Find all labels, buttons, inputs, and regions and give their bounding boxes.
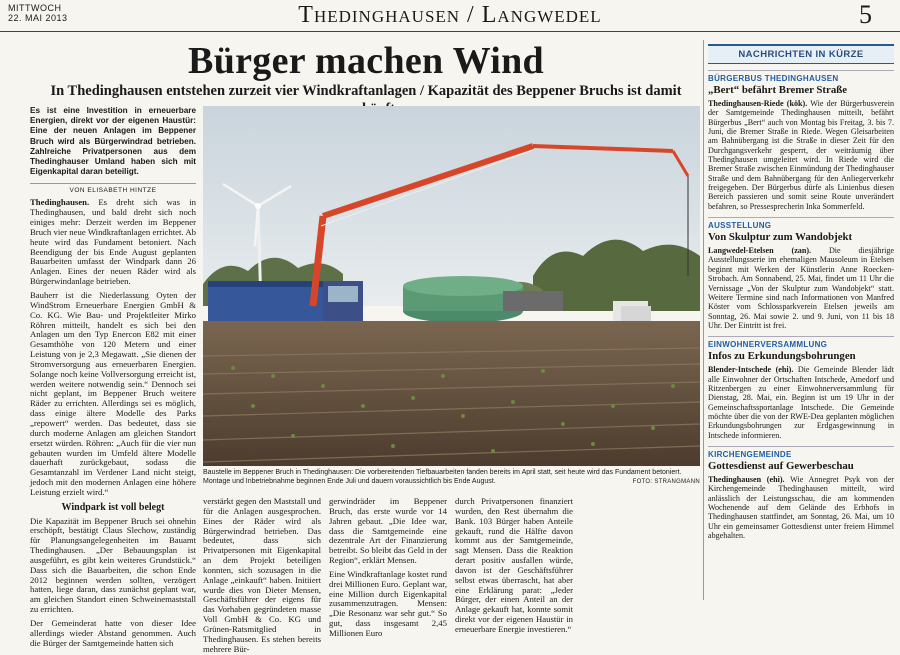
brief-tag: AUSSTELLUNG xyxy=(708,217,894,230)
text-column xyxy=(203,497,321,655)
text-column xyxy=(329,497,447,655)
subheadline: In Thedinghausen entstehen zurzeit vier Windkraftanlagen / Kapazität des Beppener Bruchs ist damit xyxy=(50,83,682,99)
brief-title: „Bert“ befährt Bremer Straße xyxy=(708,84,848,96)
paragraph: verstärkt gegen den Maststall und für die Anlagen ausgesprochen. Eines der Räder wird als Bürgerwindrad betrieben. Das bedeutet, dass sich Privatpersonen mit Eigenkapital an dem Projekt beteiligen konnten, sich sozusagen in die Anlage „einkauft“ haben. Initiiert wurde dies von Dieter Mensen, Geschäftsführer der eigens für das Vorhaben gegründeten masse Voll GmbH & Co. KG und Grünen-Ratsmitglied in Thedinghausen. Es stehen bereits mehrere Bür- xyxy=(203,496,321,654)
paragraph: Die Kapazität im Beppener Bruch sei ohnehin erschöpft, bestätigt Claus Slechow, zuständig für Planungsangelegenheiten im Bauamt Thedinghausen. „Der Bebauungsplan ist ausgeführt, es gibt kein weiteres Grundstück.“ Dass sich die Bauarbeiten, die schon Ende 2012 beginnen werden sollten, verzögert hatten, liege daran, dass zunächst geplant war, am gleichen Standort einen Schweinemaststall zu errichten. xyxy=(30,515,196,615)
headline: Bürger machen Wind xyxy=(188,40,544,82)
weekday: MITTWOCH xyxy=(8,3,62,13)
brief-tag: BÜRGERBUS THEDINGHAUSEN xyxy=(708,70,894,83)
byline: VON ELISABETH HINTZE xyxy=(30,183,196,194)
issue-date: 22. MAI 2013 xyxy=(8,13,68,23)
brief-tag: KIRCHENGEMEINDE xyxy=(708,446,894,459)
brief-item xyxy=(708,70,894,211)
paragraph: durch Privatpersonen finanziert wurden, den Rest übernahm die Bank. 103 Bürger haben Anteile gekauft, rund die Hälfte davon kommt aus der Samtgemeinde, sagt Mensen. Dass die Reaktion derart positiv ausfallen würde, davon ist der Geschäftsführer selbst etwas überrascht, hat aber eine Erklärung parat: „Jeder Bürger, der einen Anteil an der Anlage gekauft hat, konnte somit direkt vor der eigenen Haustür in erneuerbare Energie investieren.“ xyxy=(455,496,573,634)
section-title: Thedinghausen / Langwedel xyxy=(298,2,602,28)
main-article xyxy=(30,34,702,654)
article-body xyxy=(30,198,196,648)
news-in-brief xyxy=(708,44,894,600)
brief-text: Die diesjährige Ausstellungsserie im ehemaligen Mausoleum in Etelsen beginnt mit Werken der Künstlerin Anne Roecken-Strobach. Am Sonnabend, 25. Mai, findet um 11 Uhr die Vernissage „Von der Skulptur zum Wandobjekt“ statt. Weitere Termine sind nach Informationen von Manfred Köster vom Schlossparkverein Etelsen jeweils am Sonntag, 26. Mai sowie 2. und 9. Juni, von 11 bis 18 Uhr. Der Eintritt ist frei. xyxy=(708,246,894,330)
photo-credit: FOTO: STRANGMANN xyxy=(632,478,700,485)
dateline: Langwedel-Etelsen (zan). xyxy=(708,246,812,256)
dateline: Blender-Intschede (ehi). xyxy=(708,365,794,375)
brief-title: Infos zu Erkundungsbohrungen xyxy=(708,350,856,363)
photo-caption xyxy=(203,469,700,486)
text-column xyxy=(455,497,573,655)
section-subheading: Windpark ist voll belegt xyxy=(61,501,165,513)
construction-site-image xyxy=(203,106,700,466)
brief-text: Wie der Bürgerbusverein der Samtgemeinde Thedinghausen mitteilt, befährt Bürgerbus „Bert“ auch von Montag bis Freitag, 3. bis 7. Juni, die Bremer Straße in Riede. Wegen Gleisarbeiten am Bahnübergang ist die Straße in dieser Zeit für den Durchgangsverkehr gesperrt, der weiträumig über Thedinghausen umgeleitet wird. In Riede wird die Bremer Straße zwischen Einmündung der Thedinghauser Straße und dem Bahnübergang für den Anliegerverkehr freigegeben. Der Bürgerbus dürfe als Linienbus diesen Bereich passieren und somit seine Route unverändert befahren, so Pressesprecherin Inka Sommerfeld. xyxy=(708,99,894,211)
page-number: 5 xyxy=(859,0,872,29)
paragraph: gerwindräder im Beppener Bruch, das erste wurde vor 14 Jahren gebaut. „Die Idee war, dass die Samtgemeinde eine dezentrale Art der Finanzierung betreibt. So bleibt das Geld in der Region“, erklärt Mensen. xyxy=(329,496,447,566)
page-header xyxy=(0,0,900,32)
brief-body xyxy=(708,365,894,440)
paragraph: Der Gemeinderat hatte von dieser Idee allerdings wieder Abstand genommen. Auch die Bürger der Samtgemeinde hatten sich xyxy=(30,618,196,648)
brief-text: Die Gemeinde Blender lädt alle Einwohner der Ortschaften Intschede, Amedorf und Ritzenbergen zu einer Einwohnerversammlung für Dienstag, 28. Mai, ein. Beginn ist um 19 Uhr in der Gemeinschaftssportanlage Intschede. Die Gemeinde möchte über die von der RWE-Dea geplanten möglichen Erkundungsbohrungen zur Erdgasgewinnung in Intschede informieren. xyxy=(708,365,894,440)
dateline: Thedinghausen-Riede (kök). xyxy=(708,99,808,108)
brief-title: Gottesdienst auf Gewerbeschau xyxy=(708,459,854,472)
paragraph: Eine Windkraftanlage kostet rund drei Millionen Euro. Geplant war, eine Million durch Eigenkapital zusammenzutragen. Mensen: „Die Resonanz war sehr gut.“ So gut, dass insgesamt 2,45 Millionen Euro xyxy=(329,568,447,638)
rail-heading: NACHRICHTEN IN KÜRZE xyxy=(708,44,894,64)
brief-item xyxy=(708,217,894,330)
brief-body xyxy=(708,246,894,330)
article-continuation xyxy=(203,497,700,655)
left-column xyxy=(30,106,196,649)
article-photo xyxy=(203,106,700,466)
brief-tag: EINWOHNERVERSAMMLUNG xyxy=(708,336,894,349)
date-block xyxy=(8,3,68,23)
column-divider xyxy=(703,40,704,600)
caption-text: Baustelle im Beppener Bruch in Thedinghausen: Die vorbereitenden Tiefbauarbeiten fanden bereits im April statt, seit heute wird das Fundament betoniert. Montage und Inbetriebnahme beginnen Ende Juli und dauern voraussichtlich bis Ende August. xyxy=(203,469,682,485)
paragraph xyxy=(30,198,196,287)
brief-title: Von Skulptur zum Wandobjekt xyxy=(708,231,853,244)
dateline: Thedinghausen (ehi). xyxy=(708,474,785,484)
brief-body xyxy=(708,99,894,211)
brief-text: Wie Annegret Psyk von der Kirchengemeinde Thedinghausen mitteilt, wird anlässlich der Leistungsschau, die am kommenden Wochenende auf dem Gelände des Erbhofs in Thedinghausen stattfindet, am Sonntag, 26. Mai, um 10 Uhr ein gemeinsamer Gottesdienst unter freiem Himmel abgehalten. xyxy=(708,474,895,541)
paragraph: Bauherr ist die Niederlassung Oyten der WindStrom Erneuerbare Energien GmbH & Co. KG. Wie Bau- und Projektleiter Mirko Röhren mitteilt, handelt es sich bei den Anlagen um den Typ Enercon E82 mit einer Gesamthöhe von 120 Metern und einer Leistung von je 2,3 Megawatt. „Sie dienen der Stromversorgung aus erneuerbaren Energien. Solange noch keine Vollversorgung erreicht ist, werden weitere notwendig sein.“ Dennoch sei nicht geplant, im Beppener Bruch weitere Räder zu errichten. Allerdings sei es möglich, dass einige ältere Modelle des Parks „repowert“ werden. Das bedeutet, dass sie durch moderne Anlagen am gleichen Standort ersetzt würden. Röhren: „Auch für die vier nun gebauten wurden im Umfeld ältere Modelle dauerhaft zurückgebaut, sodass die Gesamtanzahl im Verdener Land nicht steigt, jedoch mit den modernen Anlagen eine höhere Leistung erzielt wird.“ xyxy=(30,290,196,497)
brief-body xyxy=(708,475,894,540)
paragraph-text: Es dreht sich was in Thedinghausen, und bald dreht sich noch einiges mehr: Derzeit werden im Beppener Bruch vier neue Windkraftanlagen errichtet. Ab heute wird das Fundament betoniert. Nach Beendigung der bis Ende August geplanten Bauarbeiten umfasst der Windpark dann 26 Anlagen. Eines der neuen Räder wird als Bürgerwindanlage betrieben. xyxy=(30,197,196,287)
brief-item xyxy=(708,336,894,440)
brief-item xyxy=(708,446,894,540)
dateline: Thedinghausen. xyxy=(30,197,90,208)
teaser-text: Es ist eine Investition in erneuerbare Energien, direkt vor der eigenen Haustür: Eine der neuen Anlagen im Beppener Bruch wird als Bürgerwindrad betrieben. Zahlreiche Privatpersonen aus dem Thedinghauser Umland haben sich mit Eigenkapital daran beteiligt. xyxy=(30,106,196,177)
